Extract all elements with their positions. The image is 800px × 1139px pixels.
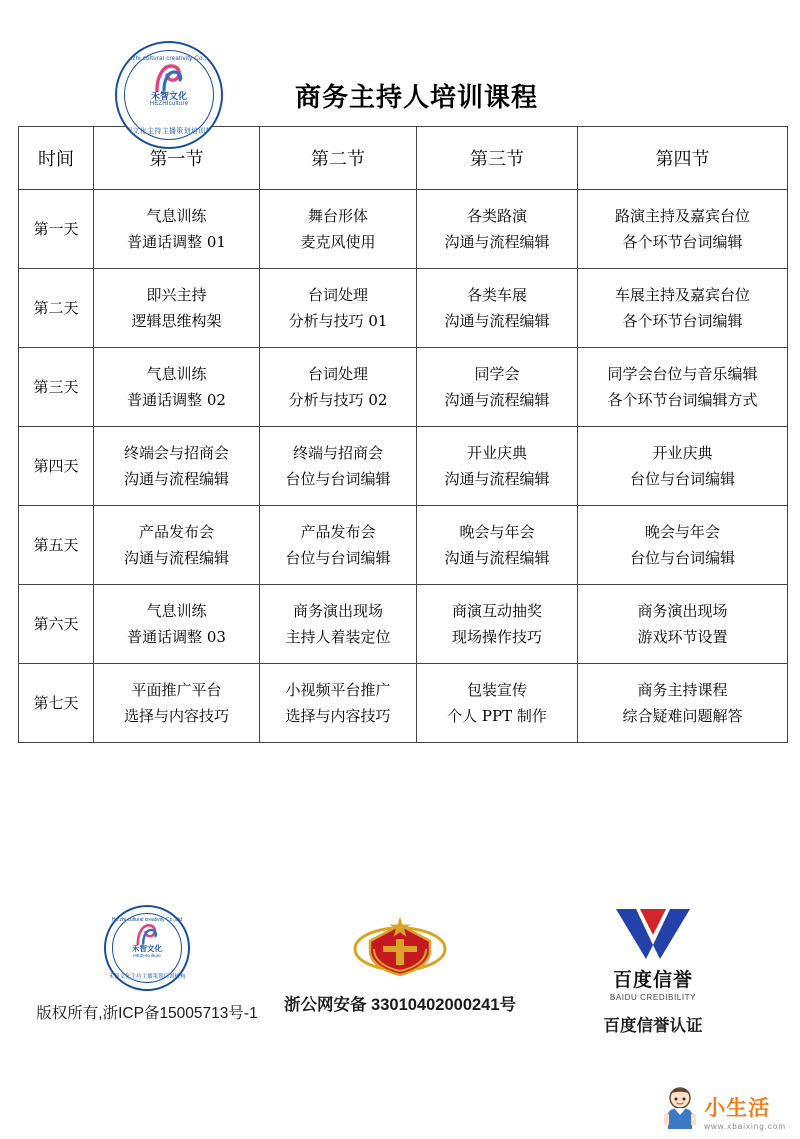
cell-day5-session1: 产品发布会 沟通与流程编辑 — [94, 506, 260, 585]
site-watermark — [660, 1085, 786, 1131]
column-header-session-4: 第四节 — [578, 127, 788, 190]
police-record-text: 浙公网安备 33010402000241号 — [283, 996, 517, 1014]
cell-day1-session4: 路演主持及嘉宾台位 各个环节台词编辑 — [578, 190, 788, 269]
mascot-icon — [660, 1085, 700, 1131]
seal-english-arc-text: He:zhi cultural creativity Co.,Ltd — [111, 917, 183, 923]
row-day-label: 第六天 — [19, 585, 94, 664]
cell-day4-session4: 开业庆典 台位与台词编辑 — [578, 427, 788, 506]
table-row — [19, 269, 788, 348]
row-day-label: 第五天 — [19, 506, 94, 585]
cell-day2-session2: 台词处理 分析与技巧 01 — [260, 269, 417, 348]
footer-police-record-block[interactable] — [275, 905, 525, 1015]
page-title: 商务主持人培训课程 — [295, 82, 539, 113]
seal-chinese-arc-text: 禾智文化主持主播策划培训机构 — [108, 974, 186, 980]
row-day-label: 第三天 — [19, 348, 94, 427]
watermark-name-cn: 小生活 — [704, 1097, 771, 1120]
cell-day4-session3: 开业庆典 沟通与流程编辑 — [417, 427, 578, 506]
cell-day1-session3: 各类路演 沟通与流程编辑 — [417, 190, 578, 269]
schedule-table-container — [0, 110, 800, 743]
table-row — [19, 348, 788, 427]
table-row — [19, 506, 788, 585]
document-header — [0, 0, 800, 135]
table-row — [19, 427, 788, 506]
baidu-credibility-caption: 百度信誉认证 — [603, 1017, 703, 1035]
cell-day7-session2: 小视频平台推广 选择与内容技巧 — [260, 664, 417, 743]
column-header-time: 时间 — [19, 127, 94, 190]
cell-day3-session3: 同学会 沟通与流程编辑 — [417, 348, 578, 427]
company-seal-logo-small — [104, 905, 190, 991]
cell-day4-session1: 终端会与招商会 沟通与流程编辑 — [94, 427, 260, 506]
table-body — [19, 190, 788, 743]
row-day-label: 第一天 — [19, 190, 94, 269]
column-header-session-3: 第三节 — [417, 127, 578, 190]
cell-day3-session2: 台词处理 分析与技巧 02 — [260, 348, 417, 427]
watermark-url: www.xbaixing.com — [704, 1122, 786, 1131]
baidu-name-cn: 百度信誉 — [612, 970, 693, 991]
baidu-name-en: BAIDU CREDIBILITY — [609, 993, 697, 1002]
course-schedule-table — [18, 126, 788, 743]
column-header-session-1: 第一节 — [94, 127, 260, 190]
cell-day2-session3: 各类车展 沟通与流程编辑 — [417, 269, 578, 348]
cell-day3-session4: 同学会台位与音乐编辑 各个环节台词编辑方式 — [578, 348, 788, 427]
cell-day7-session3: 包装宣传 个人 PPT 制作 — [417, 664, 578, 743]
row-day-label: 第四天 — [19, 427, 94, 506]
cell-day6-session1: 气息训练 普通话调整 03 — [94, 585, 260, 664]
footer-copyright-block — [22, 905, 272, 1023]
table-row — [19, 664, 788, 743]
document-footer — [0, 905, 800, 1085]
cell-day5-session3: 晚会与年会 沟通与流程编辑 — [417, 506, 578, 585]
row-day-label: 第七天 — [19, 664, 94, 743]
cell-day3-session1: 气息训练 普通话调整 02 — [94, 348, 260, 427]
footer-baidu-credibility-block[interactable] — [528, 905, 778, 1036]
copyright-icp-text: 版权所有,浙ICP备15005713号-1 — [36, 1005, 258, 1022]
baidu-credibility-logo — [610, 905, 696, 1002]
table-row — [19, 190, 788, 269]
seal-brand-cn: 禾智文化 — [132, 944, 162, 953]
seal-brand-en: HEZHIculture — [133, 953, 161, 958]
cell-day1-session2: 舞台形体 麦克风使用 — [260, 190, 417, 269]
column-header-session-2: 第二节 — [260, 127, 417, 190]
watermark-text — [704, 1098, 786, 1131]
cell-day2-session4: 车展主持及嘉宾台位 各个环节台词编辑 — [578, 269, 788, 348]
cell-day6-session3: 商演互动抽奖 现场操作技巧 — [417, 585, 578, 664]
seal-english-arc-text: He:zhi cultural creativity Co.,Ltd — [122, 55, 216, 62]
cell-day7-session4: 商务主持课程 综合疑难问题解答 — [578, 664, 788, 743]
cell-day4-session2: 终端与招商会 台位与台词编辑 — [260, 427, 417, 506]
police-badge-icon — [352, 905, 448, 981]
table-row — [19, 585, 788, 664]
cell-day6-session4: 商务演出现场 游戏环节设置 — [578, 585, 788, 664]
seal-brand-en: HEZHIculture — [149, 101, 189, 107]
cell-day5-session4: 晚会与年会 台位与台词编辑 — [578, 506, 788, 585]
seal-chinese-arc-text: 禾智文化主持主播策划培训机构 — [117, 128, 221, 135]
cell-day6-session2: 商务演出现场 主持人着装定位 — [260, 585, 417, 664]
cell-day7-session1: 平面推广平台 选择与内容技巧 — [94, 664, 260, 743]
company-seal-logo — [115, 41, 223, 149]
seal-brand-cn: 禾智文化 — [150, 91, 187, 101]
baidu-v-icon — [610, 905, 696, 963]
cell-day5-session2: 产品发布会 台位与台词编辑 — [260, 506, 417, 585]
cell-day1-session1: 气息训练 普通话调整 01 — [94, 190, 260, 269]
cell-day2-session1: 即兴主持 逻辑思维构架 — [94, 269, 260, 348]
row-day-label: 第二天 — [19, 269, 94, 348]
